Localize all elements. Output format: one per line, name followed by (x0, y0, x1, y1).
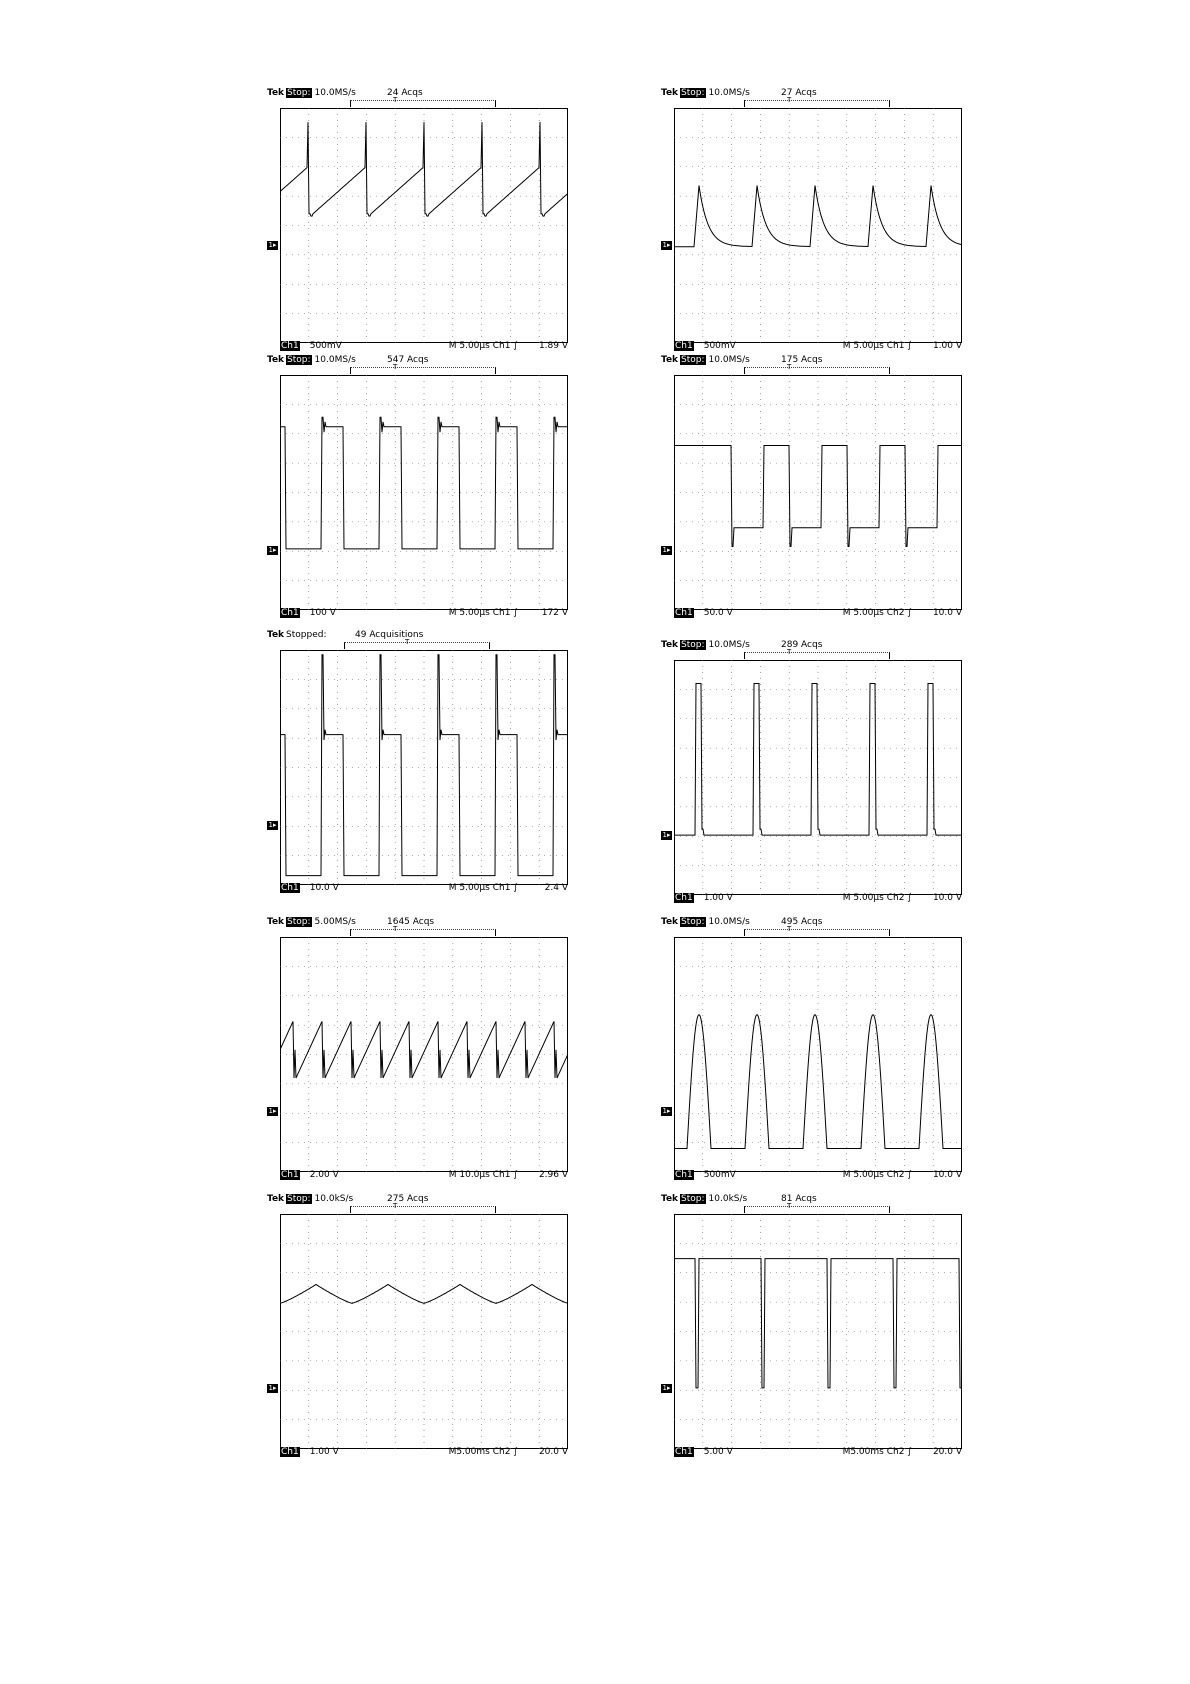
trigger-level: 20.0 V (932, 1447, 962, 1457)
trigger-slope-icon: ∫ (907, 893, 912, 903)
channel-ground-marker: 1▸ (268, 241, 277, 250)
timebase: M 5.00µs (842, 1170, 884, 1180)
scope-header (661, 355, 961, 373)
record-ruler (744, 363, 890, 374)
scope-panel (267, 917, 567, 1187)
vertical-scale: 10.0 V (309, 883, 339, 893)
vertical-scale: 50.0 V (703, 608, 733, 618)
channel-ground-marker: 1▸ (268, 821, 277, 830)
vertical-scale: 5.00 V (703, 1447, 733, 1457)
trigger-level: 10.0 V (932, 893, 962, 903)
channel-ground-marker: 1▸ (662, 241, 671, 250)
scope-footer (280, 1170, 568, 1182)
run-status-badge: Stop: (287, 88, 311, 98)
scope-header (267, 355, 567, 373)
acquisition-count: 49 Acquisitions (355, 630, 424, 640)
timebase-trigger (843, 1170, 912, 1180)
trigger-level: 10.0 V (932, 1170, 962, 1180)
trigger-level: 2.4 V (544, 883, 568, 893)
scope-footer (280, 608, 568, 620)
record-ruler (744, 648, 890, 659)
channel-badge: Ch1 (281, 608, 299, 618)
scope-footer (280, 341, 568, 353)
run-status-badge: Stopped: (286, 630, 327, 640)
channel-ground-marker: 1▸ (268, 1383, 277, 1392)
brand-label: Tek (267, 630, 285, 640)
trigger-source: Ch1 (492, 883, 511, 893)
channel-ground-marker: 1▸ (662, 831, 671, 840)
trigger-marker: T (787, 648, 792, 656)
channel-badge: Ch1 (675, 1170, 693, 1180)
brand-label: Tek (661, 1194, 679, 1204)
channel-ground-marker: 1▸ (268, 546, 277, 555)
trigger-slope-icon: ∫ (907, 1447, 912, 1457)
sample-rate: 10.0kS/s (314, 1194, 354, 1204)
scope-screen (674, 108, 962, 343)
timebase-trigger (843, 893, 912, 903)
timebase: M 5.00µs (842, 341, 884, 351)
trigger-marker: T (393, 363, 398, 371)
sample-rate: 10.0MS/s (708, 355, 750, 365)
sample-rate: 10.0MS/s (314, 88, 356, 98)
brand-label: Tek (267, 355, 285, 365)
scope-screen (280, 1214, 568, 1449)
scope-panel (661, 1194, 961, 1464)
brand-label: Tek (661, 88, 679, 98)
scope-footer (280, 1447, 568, 1459)
scope-screen (280, 650, 568, 885)
scope-header (267, 88, 567, 106)
brand-label: Tek (267, 917, 285, 927)
timebase-trigger (449, 1447, 518, 1457)
trigger-source: Ch2 (492, 1447, 511, 1457)
record-ruler (344, 638, 490, 649)
sample-rate: 5.00MS/s (314, 917, 356, 927)
timebase: M 5.00µs (842, 608, 884, 618)
scope-panel (267, 88, 567, 358)
run-status-badge: Stop: (287, 917, 311, 927)
run-status-badge: Stop: (287, 355, 311, 365)
trigger-slope-icon: ∫ (907, 1170, 912, 1180)
scope-header (267, 1194, 567, 1212)
scope-header (661, 917, 961, 935)
acquisition-count: 547 Acqs (387, 355, 429, 365)
trigger-slope-icon: ∫ (513, 341, 518, 351)
vertical-scale: 500mV (703, 341, 736, 351)
trigger-slope-icon: ∫ (513, 608, 518, 618)
timebase: M 5.00µs (448, 883, 490, 893)
scope-screen (674, 937, 962, 1172)
brand-label: Tek (661, 640, 679, 650)
scope-screen (280, 375, 568, 610)
sample-rate: 10.0MS/s (708, 917, 750, 927)
vertical-scale: 2.00 V (309, 1170, 339, 1180)
trigger-marker: T (393, 925, 398, 933)
scope-panel (267, 355, 567, 625)
trigger-source: Ch2 (886, 1447, 905, 1457)
acquisition-count: 81 Acqs (781, 1194, 817, 1204)
scope-panel (661, 640, 961, 910)
record-ruler (744, 96, 890, 107)
sample-rate: 10.0kS/s (708, 1194, 748, 1204)
scope-footer (674, 1447, 962, 1459)
channel-ground-marker: 1▸ (662, 546, 671, 555)
record-ruler (350, 96, 496, 107)
trigger-marker: T (405, 638, 410, 646)
trigger-slope-icon: ∫ (513, 883, 518, 893)
timebase: M 5.00µs (448, 608, 490, 618)
scope-header (661, 88, 961, 106)
trigger-level: 1.00 V (932, 341, 962, 351)
vertical-scale: 100 V (309, 608, 336, 618)
record-ruler (350, 363, 496, 374)
channel-ground-marker: 1▸ (662, 1383, 671, 1392)
trigger-level: 2.96 V (538, 1170, 568, 1180)
sample-rate: 10.0MS/s (708, 640, 750, 650)
trigger-source: Ch2 (886, 1170, 905, 1180)
scope-footer (674, 341, 962, 353)
channel-badge: Ch1 (281, 1170, 299, 1180)
channel-badge: Ch1 (675, 608, 693, 618)
channel-badge: Ch1 (281, 1447, 299, 1457)
scope-screen (674, 1214, 962, 1449)
channel-ground-marker: 1▸ (662, 1106, 671, 1115)
run-status-badge: Stop: (287, 1194, 311, 1204)
run-status-badge: Stop: (681, 88, 705, 98)
brand-label: Tek (661, 355, 679, 365)
trigger-level: 10.0 V (932, 608, 962, 618)
scope-panel (267, 630, 567, 900)
run-status-badge: Stop: (681, 917, 705, 927)
trigger-level: 20.0 V (538, 1447, 568, 1457)
trigger-marker: T (787, 925, 792, 933)
trigger-level: 172 V (541, 608, 568, 618)
sample-rate: 10.0MS/s (314, 355, 356, 365)
timebase-trigger (449, 608, 518, 618)
channel-ground-marker: 1▸ (268, 1106, 277, 1115)
vertical-scale: 500mV (703, 1170, 736, 1180)
trigger-source: Ch2 (886, 893, 905, 903)
trigger-marker: T (393, 96, 398, 104)
channel-badge: Ch1 (281, 883, 299, 893)
acquisition-count: 27 Acqs (781, 88, 817, 98)
vertical-scale: 1.00 V (703, 893, 733, 903)
trigger-marker: T (787, 363, 792, 371)
run-status-badge: Stop: (681, 1194, 705, 1204)
acquisition-count: 24 Acqs (387, 88, 423, 98)
vertical-scale: 500mV (309, 341, 342, 351)
timebase-trigger (449, 1170, 518, 1180)
acquisition-count: 495 Acqs (781, 917, 823, 927)
timebase: M 10.0µs (448, 1170, 490, 1180)
acquisition-count: 289 Acqs (781, 640, 823, 650)
scope-panel (661, 355, 961, 625)
channel-badge: Ch1 (675, 893, 693, 903)
trigger-slope-icon: ∫ (513, 1447, 518, 1457)
trigger-slope-icon: ∫ (513, 1170, 518, 1180)
trigger-level: 1.89 V (538, 341, 568, 351)
channel-badge: Ch1 (675, 341, 693, 351)
scope-header (267, 917, 567, 935)
trigger-slope-icon: ∫ (907, 341, 912, 351)
scope-screen (280, 937, 568, 1172)
trigger-source: Ch2 (886, 608, 905, 618)
record-ruler (744, 925, 890, 936)
scope-panel (661, 917, 961, 1187)
scope-screen (280, 108, 568, 343)
brand-label: Tek (267, 88, 285, 98)
trigger-source: Ch1 (492, 1170, 511, 1180)
timebase-trigger (449, 341, 518, 351)
brand-label: Tek (661, 917, 679, 927)
scope-screen (674, 660, 962, 895)
timebase: M 5.00µs (448, 341, 490, 351)
run-status-badge: Stop: (681, 640, 705, 650)
trigger-slope-icon: ∫ (907, 608, 912, 618)
acquisition-count: 175 Acqs (781, 355, 823, 365)
scope-footer (674, 608, 962, 620)
run-status-badge: Stop: (681, 355, 705, 365)
timebase-trigger (843, 1447, 912, 1457)
scope-footer (674, 893, 962, 905)
channel-badge: Ch1 (281, 341, 299, 351)
trigger-marker: T (393, 1202, 398, 1210)
brand-label: Tek (267, 1194, 285, 1204)
scope-header (661, 640, 961, 658)
trigger-source: Ch1 (492, 341, 511, 351)
record-ruler (350, 925, 496, 936)
scope-panel (661, 88, 961, 358)
trigger-marker: T (787, 1202, 792, 1210)
trigger-marker: T (787, 96, 792, 104)
timebase: M5.00ms (842, 1447, 884, 1457)
scope-screen (674, 375, 962, 610)
channel-badge: Ch1 (675, 1447, 693, 1457)
record-ruler (744, 1202, 890, 1213)
acquisition-count: 1645 Acqs (387, 917, 435, 927)
scope-panel (267, 1194, 567, 1464)
acquisition-count: 275 Acqs (387, 1194, 429, 1204)
trigger-source: Ch1 (492, 608, 511, 618)
timebase: M 5.00µs (842, 893, 884, 903)
record-ruler (350, 1202, 496, 1213)
scope-footer (280, 883, 568, 895)
timebase-trigger (843, 341, 912, 351)
timebase-trigger (449, 883, 518, 893)
scope-footer (674, 1170, 962, 1182)
sample-rate: 10.0MS/s (708, 88, 750, 98)
timebase-trigger (843, 608, 912, 618)
vertical-scale: 1.00 V (309, 1447, 339, 1457)
timebase: M5.00ms (448, 1447, 490, 1457)
scope-header (661, 1194, 961, 1212)
trigger-source: Ch1 (886, 341, 905, 351)
scope-header (267, 630, 567, 648)
